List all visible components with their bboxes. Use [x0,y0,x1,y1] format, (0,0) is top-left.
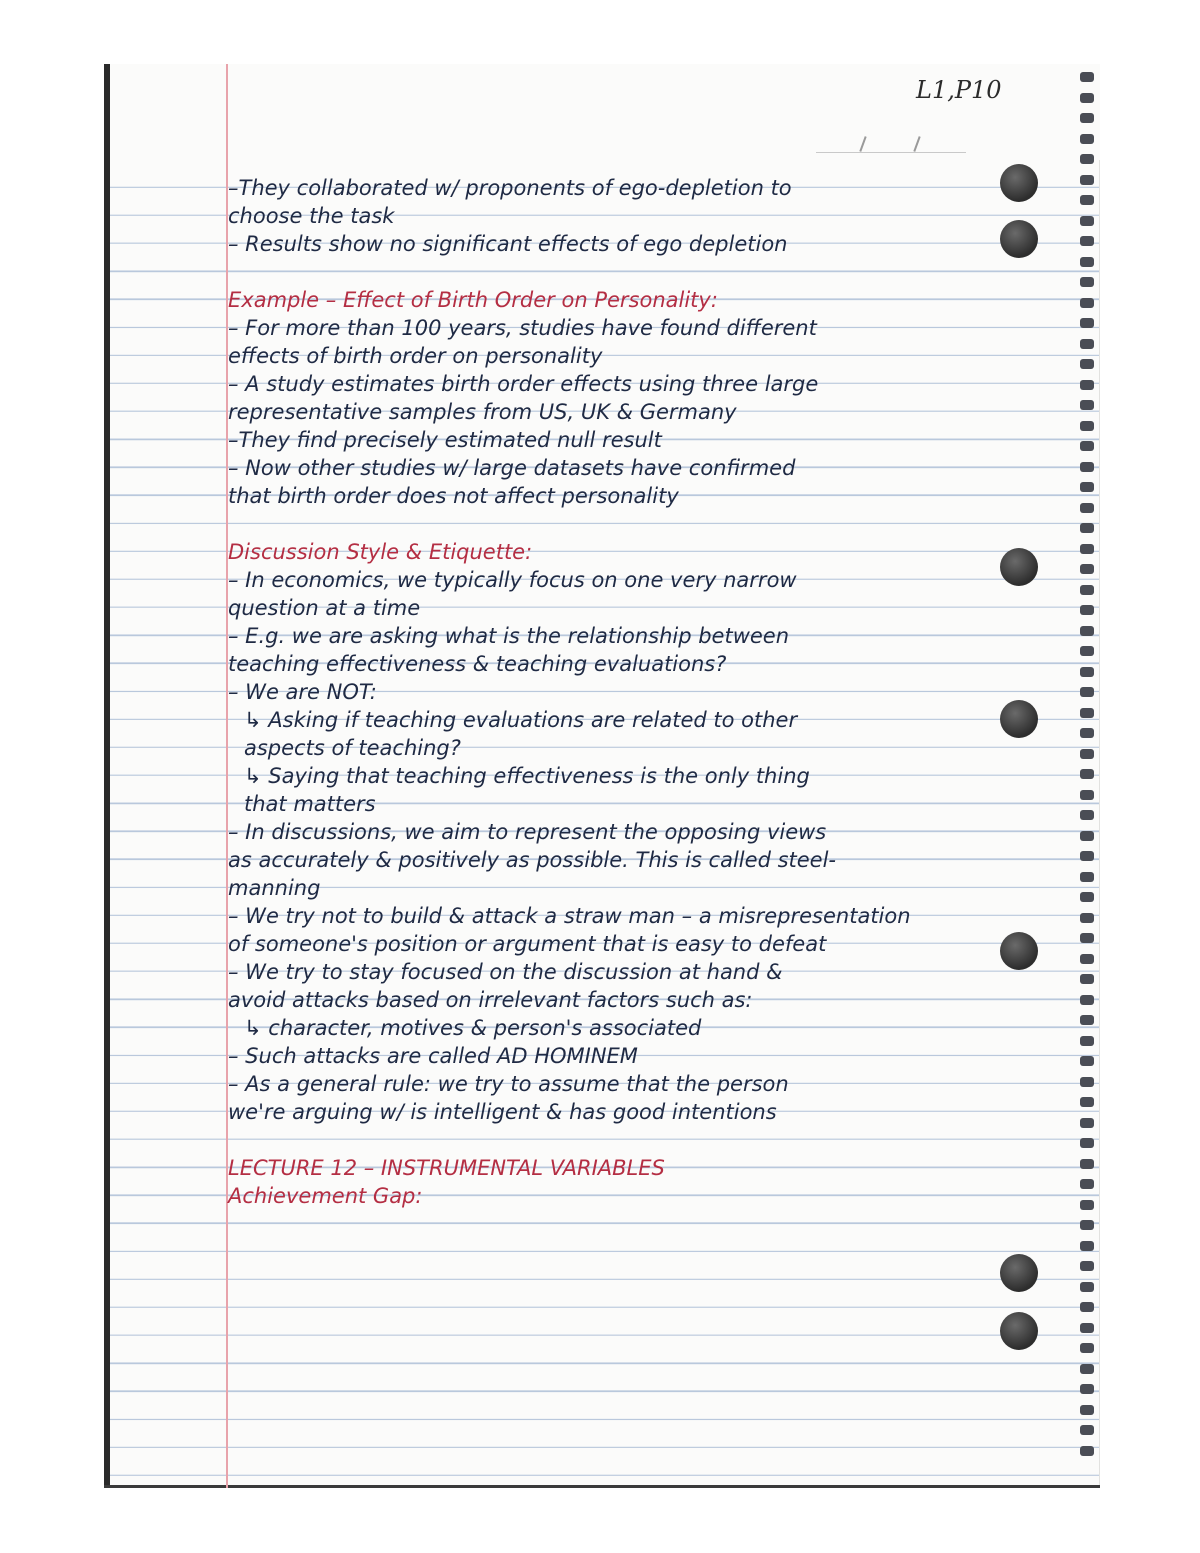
perforation-mark [1080,974,1094,984]
perforation-mark [1080,1261,1094,1271]
margin-line [226,64,228,1488]
note-line: ↳ Asking if teaching evaluations are related to other [244,708,798,732]
note-line: that birth order does not affect personality [228,484,679,508]
perforation-mark [1080,872,1094,882]
perforation-mark [1080,1282,1094,1292]
perforation-mark [1080,708,1094,718]
note-line: – We try to stay focused on the discussion at hand & [228,960,783,984]
section-heading: Discussion Style & Etiquette: [228,540,533,564]
perforation-mark [1080,831,1094,841]
perforation-mark [1080,1056,1094,1066]
note-line: choose the task [228,204,395,228]
perforation-mark [1080,1097,1094,1107]
section-heading: Achievement Gap: [228,1184,423,1208]
note-line: as accurately & positively as possible. This is called steel- [228,848,836,872]
perforation-mark [1080,441,1094,451]
section-heading: Example – Effect of Birth Order on Personality: [228,288,718,312]
note-line: – As a general rule: we try to assume that the person [228,1072,789,1096]
perforation-mark [1080,380,1094,390]
perforation-mark [1080,195,1094,205]
perforation-mark [1080,134,1094,144]
perforation-mark [1080,1036,1094,1046]
perforation-mark [1080,175,1094,185]
perforation-mark [1080,954,1094,964]
perforation-mark [1080,913,1094,923]
perforation-mark [1080,1302,1094,1312]
note-line: –They find precisely estimated null result [228,428,662,452]
perforation-mark [1080,1364,1094,1374]
section-heading: LECTURE 12 – INSTRUMENTAL VARIABLES [228,1156,665,1180]
perforation-mark [1080,298,1094,308]
perforation-mark [1080,646,1094,656]
perforation-mark [1080,257,1094,267]
perforation-mark [1080,1138,1094,1148]
note-line: – In economics, we typically focus on one very narrow [228,568,797,592]
note-line: – Now other studies w/ large datasets have confirmed [228,456,796,480]
note-line: – E.g. we are asking what is the relationship between [228,624,790,648]
note-line: – Such attacks are called AD HOMINEM [228,1044,638,1068]
note-line: teaching effectiveness & teaching evaluations? [228,652,727,676]
perforation-mark [1080,1220,1094,1230]
perforation-mark [1080,687,1094,697]
perforation-mark [1080,1425,1094,1435]
note-line: ↳ character, motives & person's associated [244,1016,702,1040]
note-line: – Results show no significant effects of ego depletion [228,232,788,256]
note-line: question at a time [228,596,421,620]
note-line: we're arguing w/ is intelligent & has good intentions [228,1100,777,1124]
perforation-mark [1080,667,1094,677]
perforation-mark [1080,503,1094,513]
perforation-mark [1080,1200,1094,1210]
perforation-mark [1080,339,1094,349]
note-line: representative samples from US, UK & Germany [228,400,737,424]
perforation-mark [1080,605,1094,615]
perforation-mark [1080,585,1094,595]
date-line [816,152,966,153]
binder-hole [1000,1312,1038,1350]
perforation-mark [1080,216,1094,226]
perforation-mark [1080,72,1094,82]
perforation-mark [1080,790,1094,800]
perforation-mark [1080,749,1094,759]
note-line: of someone's position or argument that is easy to defeat [228,932,827,956]
perforation-mark [1080,318,1094,328]
perforation-mark [1080,544,1094,554]
perforation-mark [1080,1343,1094,1353]
binder-hole [1000,164,1038,202]
perforation-mark [1080,1384,1094,1394]
perforation-mark [1080,1323,1094,1333]
binder-hole [1000,1254,1038,1292]
note-line: ↳ Saying that teaching effectiveness is the only thing [244,764,810,788]
binder-hole [1000,700,1038,738]
note-line: aspects of teaching? [244,736,461,760]
perforation-mark [1080,1405,1094,1415]
note-line: – We try not to build & attack a straw man – a misrepresentation [228,904,911,928]
note-line: that matters [244,792,376,816]
perforation-mark [1080,564,1094,574]
perforation-mark [1080,1179,1094,1189]
perforation-mark [1080,400,1094,410]
perforation-mark [1080,933,1094,943]
perforation-mark [1080,421,1094,431]
binder-hole [1000,548,1038,586]
note-line: – A study estimates birth order effects using three large [228,372,819,396]
note-line: –They collaborated w/ proponents of ego-depletion to [228,176,792,200]
binder-hole [1000,932,1038,970]
note-line: avoid attacks based on irrelevant factors such as: [228,988,753,1012]
page-number: L1,P10 [916,76,1002,104]
perforation-mark [1080,995,1094,1005]
perforation-mark [1080,462,1094,472]
perforation-mark [1080,1241,1094,1251]
perforation-mark [1080,1159,1094,1169]
perforation-mark [1080,810,1094,820]
page-bottom-edge [104,1485,1100,1488]
perforation-mark [1080,482,1094,492]
perforation-mark [1080,154,1094,164]
perforation-mark [1080,93,1094,103]
perforation-mark [1080,1015,1094,1025]
perforation-mark [1080,728,1094,738]
perforation-mark [1080,277,1094,287]
notebook-page [104,64,1100,1488]
perforation-mark [1080,892,1094,902]
perforation-mark [1080,236,1094,246]
perforation-mark [1080,769,1094,779]
note-line: effects of birth order on personality [228,344,603,368]
perforation-mark [1080,113,1094,123]
perforation-mark [1080,1118,1094,1128]
note-line: – For more than 100 years, studies have found different [228,316,817,340]
perforation-mark [1080,626,1094,636]
perforation-mark [1080,1077,1094,1087]
binder-hole [1000,220,1038,258]
perforation-mark [1080,851,1094,861]
note-line: – We are NOT: [228,680,377,704]
page-left-edge [104,64,110,1488]
perforation-mark [1080,523,1094,533]
note-line: manning [228,876,321,900]
note-line: – In discussions, we aim to represent the opposing views [228,820,827,844]
perforation-mark [1080,1446,1094,1456]
perforation-mark [1080,359,1094,369]
